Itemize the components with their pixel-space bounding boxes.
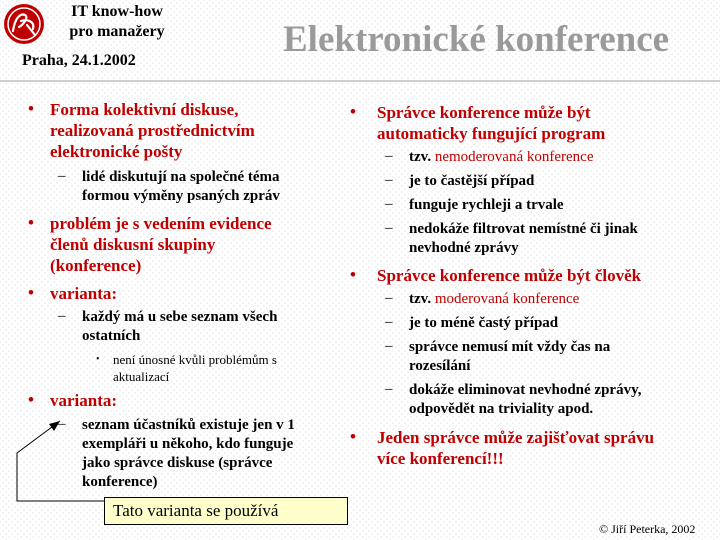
dash-icon: – — [58, 168, 66, 184]
term-highlight: moderovaná konference — [434, 291, 580, 307]
left-bullet-4: varianta: — [50, 391, 118, 410]
bullet-icon: • — [28, 283, 34, 302]
term-highlight: nemoderovaná konference — [434, 149, 594, 165]
dash-icon: – — [385, 172, 393, 188]
dash-icon: – — [385, 290, 393, 306]
text-line: exempláři u někoho, kdo funguje — [82, 436, 294, 452]
text-line: Forma kolektivní diskuse, — [50, 100, 239, 119]
text-line: každý má u sebe seznam všech — [82, 309, 278, 325]
right-bullet-2-sub-3 — [409, 338, 610, 376]
text-line: lidé diskutují na společné téma — [82, 169, 280, 185]
text-line: není únosné kvůli problémům s — [113, 352, 277, 367]
bullet-icon: • — [28, 213, 34, 232]
org-line-2: pro manažery — [69, 23, 165, 40]
text-line: odpovědět na triviality apod. — [409, 401, 594, 417]
text-line: dokáže eliminovat nevhodné zprávy, — [409, 382, 642, 398]
text-line: elektronické pošty — [50, 142, 183, 161]
dash-icon: – — [58, 308, 66, 324]
dash-icon: – — [385, 338, 393, 354]
text-line: realizovaná prostřednictvím — [50, 121, 255, 140]
text-line: seznam účastníků existuje jen v 1 — [82, 417, 295, 433]
page-title: Elektronické konference — [283, 19, 670, 60]
dash-icon: – — [58, 416, 66, 432]
right-bullet-2-sub-2: je to méně častý případ — [409, 315, 559, 331]
text-line: Jeden správce může zajišťovat správu — [377, 428, 655, 447]
text-line: rozesílání — [409, 358, 471, 374]
text-line: nevhodné zprávy — [409, 240, 519, 256]
text-line: automaticky fungující program — [377, 124, 606, 143]
text-line: jako správce diskuse (správce — [82, 455, 273, 471]
right-bullet-2-sub-1 — [409, 290, 579, 309]
dash-icon: – — [385, 148, 393, 164]
text-line: problém je s vedením evidence — [50, 214, 272, 233]
text-line: nedokáže filtrovat nemístné či jinak — [409, 221, 638, 237]
right-bullet-1-sub-4 — [409, 220, 638, 258]
right-bullet-1 — [377, 102, 605, 144]
bullet-icon: • — [350, 265, 356, 284]
dash-icon: – — [385, 196, 393, 212]
dash-icon: – — [385, 381, 393, 397]
text-line: členů diskusní skupiny — [50, 235, 216, 254]
text-line: Správce konference může být — [377, 103, 591, 122]
bullet-icon: • — [350, 102, 356, 121]
right-bullet-2: Správce konference může být člověk — [377, 266, 642, 285]
dash-icon: – — [385, 220, 393, 236]
small-bullet-icon: • — [96, 354, 100, 365]
callout-note: Tato varianta se používá — [104, 497, 348, 525]
text-prefix: tzv. — [409, 149, 435, 165]
text-prefix: tzv. — [409, 291, 435, 307]
right-bullet-1-sub-1 — [409, 148, 594, 167]
left-bullet-3: varianta: — [50, 284, 118, 303]
text-line: ostatních — [82, 328, 141, 344]
text-line: formou výměny psaných zpráv — [82, 188, 280, 204]
text-line: správce nemusí mít vždy čas na — [409, 339, 611, 355]
text-line: (konference) — [50, 256, 142, 275]
right-bullet-2-sub-4 — [409, 381, 642, 419]
text-line: konference) — [82, 474, 158, 490]
bullet-icon: • — [350, 427, 356, 446]
right-bullet-1-sub-3: funguje rychleji a trvale — [409, 197, 564, 213]
copyright: © Jiří Peterka, 2002 — [599, 522, 696, 536]
place-date: Praha, 24.1.2002 — [22, 52, 136, 69]
text-line: více konferencí!!! — [377, 449, 504, 468]
bullet-icon: • — [28, 390, 34, 409]
bullet-icon: • — [28, 99, 34, 118]
dash-icon: – — [385, 314, 393, 330]
right-bullet-3 — [377, 427, 654, 469]
right-bullet-1-sub-2: je to častější případ — [409, 173, 535, 189]
org-line-1: IT know-how — [71, 3, 163, 20]
text-line: aktualizací — [113, 369, 170, 384]
